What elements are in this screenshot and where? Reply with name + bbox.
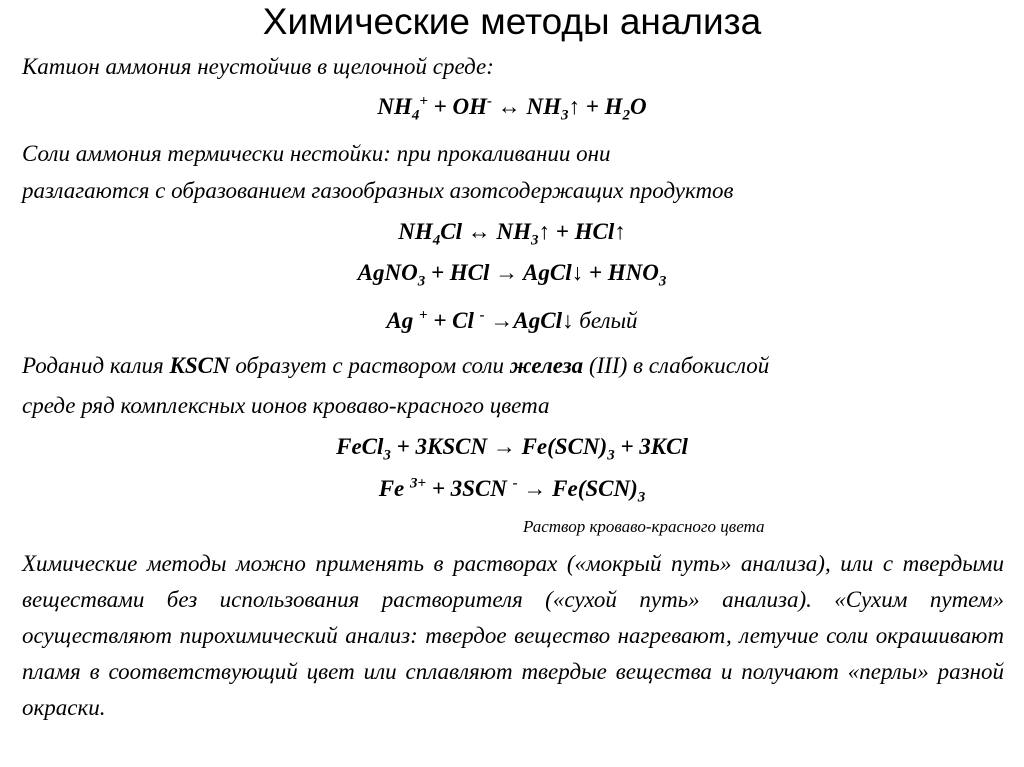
eq-part: → Fe(SCN): [517, 476, 638, 501]
eq-part: ↑ + H: [568, 94, 623, 119]
eq-sup: +: [419, 93, 428, 110]
equation-iron-thiocyanate: [0, 474, 1024, 504]
eq-part: AgNO: [357, 260, 418, 285]
eq-sub: 4: [411, 107, 420, 124]
solution-caption: Раствор кроваво-красного цвета: [523, 517, 765, 536]
eq-part: Fe: [378, 476, 410, 501]
eq-part: + 3SCN: [426, 476, 513, 501]
eq-part: ↔ NH: [492, 94, 562, 119]
salts-text-line-2: разлагаются с образованием газообразных азотсодержащих продуктов: [22, 178, 734, 203]
equation-iron-chloride: [0, 432, 1024, 462]
ammonium-intro-text: Катион аммония неустойчив в щелочной среде:: [22, 54, 494, 79]
eq-part: Ag: [386, 308, 420, 333]
eq-sup: -: [512, 475, 518, 492]
kscn-bold: KSCN: [169, 353, 230, 378]
eq-sub: 3: [607, 447, 615, 464]
eq-sup: -: [487, 93, 493, 110]
eq-part: + HCl → AgCl↓ + HNO: [425, 260, 659, 285]
eq-sub: 3: [383, 447, 391, 464]
eq-part: Cl ↔ NH: [440, 219, 531, 244]
rhodanide-text-line-1: [22, 351, 769, 381]
equation-silver-chloride: [0, 306, 1024, 336]
text-part: образует с раствором соли: [229, 353, 510, 378]
salts-text-line-1: Соли аммония термически нестойки: при прокаливании они: [22, 141, 611, 166]
eq-part: O: [630, 94, 647, 119]
eq-sub: 3: [637, 489, 646, 506]
eq-sub: 3: [531, 232, 539, 249]
page-title: Химические методы анализа: [262, 1, 762, 42]
iron-bold: железа: [509, 353, 584, 378]
eq-sup: +: [419, 307, 428, 324]
eq-part: + 3KCl: [614, 434, 688, 459]
eq-part: + Cl: [427, 308, 480, 333]
rhodanide-text-line-2: среде ряд комплексных ионов кроваво-красного цвета: [22, 393, 550, 418]
eq-part: NH: [377, 94, 412, 119]
eq-sub: 3: [417, 273, 426, 290]
eq-sub: 3: [561, 107, 569, 124]
eq-sup: 3+: [410, 475, 427, 492]
eq-part: ↑ + HCl↑: [538, 219, 626, 244]
text-part: (III) в слабокислой: [583, 353, 770, 378]
precipitate-note: белый: [573, 308, 638, 333]
eq-part: NH: [398, 219, 433, 244]
equation-silver-nitrate: [0, 258, 1024, 288]
eq-sub: 3: [658, 273, 667, 290]
equation-ammonium-hydroxide: [0, 92, 1024, 122]
text-part: Роданид калия: [22, 353, 170, 378]
methods-paragraph: Химические методы можно применять в растворах («мокрый путь» анализа), или с твердыми веществами без использования растворителя («сухой путь» анализа). «Сухим путем» осуществляют пирохимический анализ: твердое вещество нагревают, летучие соли окрашивают пламя в соответствующий цвет или сплавляют твердые вещества и получают «перлы» разной окраски.: [22, 551, 1004, 720]
eq-sub: 4: [432, 232, 441, 249]
eq-part: + OH: [427, 94, 488, 119]
equation-ammonium-chloride: [0, 217, 1024, 247]
eq-part: FeCl: [336, 434, 384, 459]
eq-part: + 3KSCN → Fe(SCN): [390, 434, 608, 459]
eq-sub: 2: [622, 107, 631, 124]
eq-sup: -: [479, 307, 485, 324]
eq-part: →AgCl↓: [484, 308, 574, 333]
